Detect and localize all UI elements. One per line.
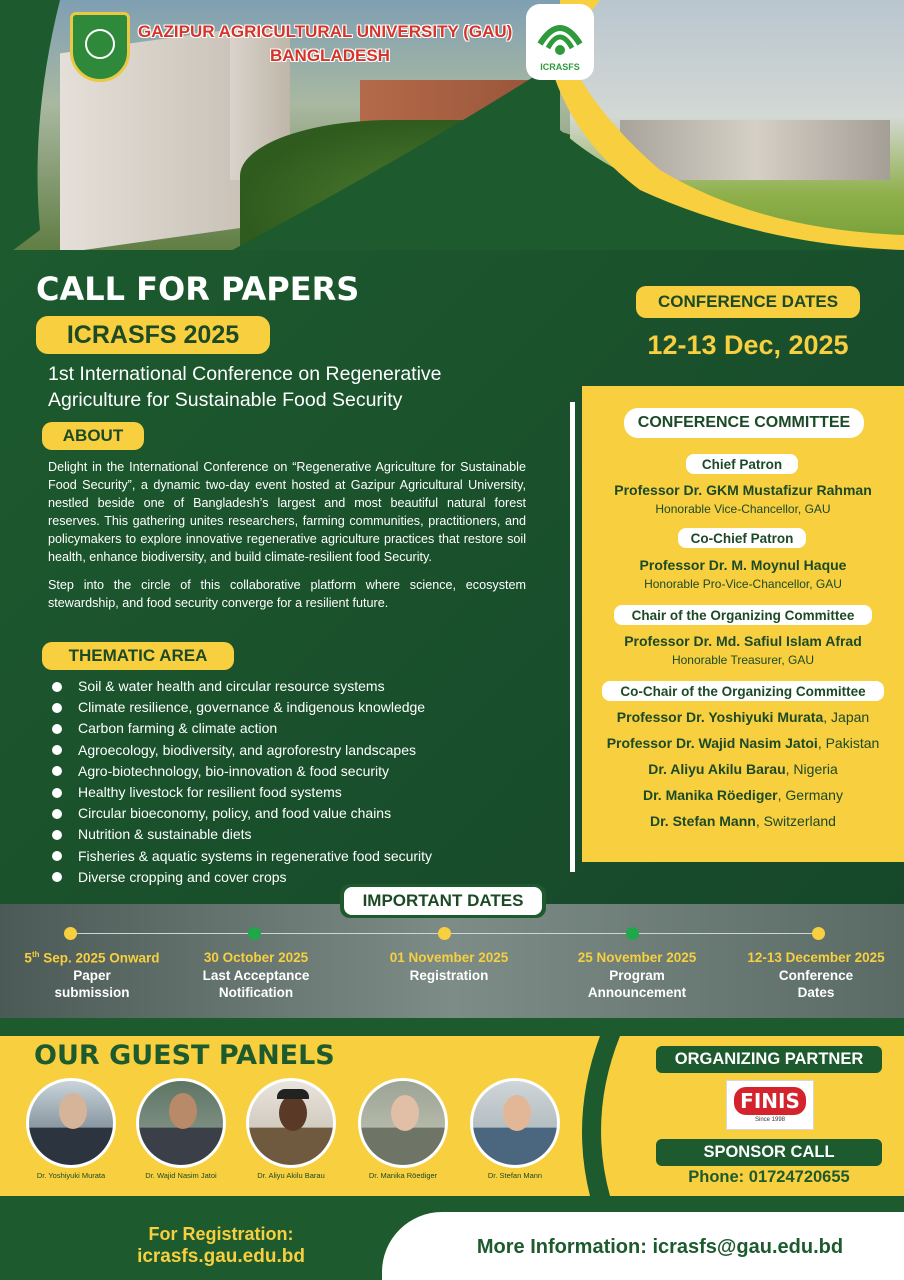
date-label-line1: Program bbox=[609, 968, 665, 983]
guest-name: Dr. Yoshiyuki Murata bbox=[36, 1171, 106, 1180]
cochair-label: Co-Chair of the Organizing Committee bbox=[602, 681, 884, 701]
icrasfs-logo bbox=[526, 4, 594, 80]
cochair-name: Professor Dr. Wajid Nasim Jatoi bbox=[606, 735, 818, 751]
chief-patron-name: Professor Dr. GKM Mustafizur Rahman bbox=[614, 482, 872, 498]
cochair-country: , Japan bbox=[823, 709, 870, 725]
timeline-dot bbox=[438, 927, 451, 940]
date-label-line1: Conference bbox=[778, 968, 854, 983]
guest-avatar-1 bbox=[26, 1078, 116, 1168]
committee-heading: CONFERENCE COMMITTEE bbox=[624, 408, 864, 438]
leaf-icon bbox=[526, 4, 594, 60]
cochair-country: , Nigeria bbox=[785, 761, 838, 777]
date-label-line2: Dates bbox=[797, 985, 835, 1000]
co-chief-patron-title: Honorable Pro-Vice-Chancellor, GAU bbox=[644, 577, 842, 591]
sponsor-call-label: SPONSOR CALL bbox=[656, 1139, 882, 1166]
acronym-badge: ICRASFS 2025 bbox=[36, 316, 270, 354]
date-label-line2: submission bbox=[54, 985, 130, 1000]
guest-heading: OUR GUEST PANELS bbox=[34, 1040, 335, 1071]
date-1-label bbox=[7, 967, 177, 1001]
theme-label: Soil & water health and circular resource systems bbox=[78, 678, 385, 694]
chair-title: Honorable Treasurer, GAU bbox=[671, 653, 815, 667]
date-5: 12-13 December 2025 bbox=[747, 950, 885, 965]
theme-label: Diverse cropping and cover crops bbox=[78, 868, 287, 885]
finis-logo-text: FINIS bbox=[734, 1087, 806, 1115]
cochair-name: Dr. Aliyu Akilu Barau bbox=[648, 761, 786, 777]
date-label-line1: Registration bbox=[409, 968, 489, 983]
date-1-rest: Sep. 2025 Onward bbox=[39, 950, 160, 966]
theme-label: Agro-biotechnology, bio-innovation & food security bbox=[78, 762, 390, 779]
theme-item bbox=[52, 761, 552, 782]
call-title: CALL FOR PAPERS bbox=[36, 270, 360, 308]
finis-logo bbox=[726, 1080, 814, 1130]
theme-item bbox=[52, 697, 552, 718]
subtitle-line2: Agriculture for Sustainable Food Security bbox=[48, 389, 403, 411]
chief-patron-title: Honorable Vice-Chancellor, GAU bbox=[655, 502, 831, 516]
cochair-name: Professor Dr. Yoshiyuki Murata bbox=[616, 709, 824, 725]
date-1-day: 5 bbox=[24, 950, 32, 966]
date-label-line2: Announcement bbox=[587, 985, 687, 1000]
theme-label: Circular bioeconomy, policy, and food value chains bbox=[78, 805, 392, 822]
about-heading: ABOUT bbox=[42, 422, 144, 450]
cochair-name: Dr. Stefan Mann bbox=[650, 813, 756, 829]
timeline-dot bbox=[248, 927, 261, 940]
guest-avatar-2 bbox=[136, 1078, 226, 1168]
thematic-heading: THEMATIC AREA bbox=[42, 642, 234, 670]
theme-item bbox=[52, 824, 552, 845]
theme-label: Climate resilience, governance & indigenous knowledge bbox=[78, 699, 426, 716]
date-1-suffix: th bbox=[31, 950, 40, 959]
theme-label: Carbon farming & climate action bbox=[78, 720, 278, 737]
guest-avatar-4 bbox=[358, 1078, 448, 1168]
guest-name: Dr. Wajid Nasim Jatoi bbox=[145, 1171, 217, 1180]
theme-item bbox=[52, 803, 552, 824]
cochair-row bbox=[582, 761, 904, 777]
date-4: 25 November 2025 bbox=[577, 950, 697, 965]
timeline-dot bbox=[64, 927, 77, 940]
separator-strip bbox=[0, 1018, 904, 1036]
conference-dates-value: 12-13 Dec, 2025 bbox=[647, 330, 849, 360]
bullet-icon bbox=[52, 682, 62, 692]
guest-name: Dr. Manika Röediger bbox=[368, 1171, 438, 1180]
finis-logo-since: Since 1998 bbox=[754, 1117, 786, 1123]
theme-item bbox=[52, 740, 552, 761]
conference-dates-label: CONFERENCE DATES bbox=[636, 286, 860, 318]
theme-label: Fisheries & aquatic systems in regenerative food security bbox=[78, 847, 433, 864]
chair-label: Chair of the Organizing Committee bbox=[614, 605, 872, 625]
bullet-icon bbox=[52, 766, 62, 776]
theme-label: Healthy livestock for resilient food systems bbox=[78, 784, 342, 801]
sponsor-phone: Phone: 01724720655 bbox=[688, 1168, 850, 1186]
cochair-row bbox=[582, 813, 904, 829]
cochair-country: , Pakistan bbox=[817, 735, 880, 751]
date-3: 01 November 2025 bbox=[389, 950, 509, 965]
cochair-row bbox=[582, 735, 904, 751]
theme-item bbox=[52, 676, 552, 697]
theme-item bbox=[52, 782, 552, 803]
date-2: 30 October 2025 bbox=[203, 950, 309, 965]
bullet-icon bbox=[52, 830, 62, 840]
guest-avatar-3 bbox=[246, 1078, 336, 1168]
registration-label: For Registration: bbox=[148, 1224, 294, 1244]
guest-name: Dr. Stefan Mann bbox=[487, 1171, 543, 1180]
guest-avatar-5 bbox=[470, 1078, 560, 1168]
thematic-list bbox=[52, 676, 552, 888]
theme-item bbox=[52, 718, 552, 739]
timeline-dot bbox=[626, 927, 639, 940]
bullet-icon bbox=[52, 788, 62, 798]
date-label-line2: Notification bbox=[218, 985, 294, 1000]
university-country: BANGLADESH bbox=[270, 46, 390, 65]
organizing-partner-label: ORGANIZING PARTNER bbox=[656, 1046, 882, 1073]
date-3-label bbox=[364, 967, 534, 984]
about-paragraph-2: Step into the circle of this collaborative platform where science, ecosystem stewardship, and food security converge for a resilient future. bbox=[48, 578, 526, 610]
bullet-icon bbox=[52, 745, 62, 755]
footer-strip bbox=[0, 1196, 904, 1212]
date-label-line1: Paper bbox=[73, 968, 111, 983]
bullet-icon bbox=[52, 851, 62, 861]
bullet-icon bbox=[52, 724, 62, 734]
subtitle-line1: 1st International Conference on Regenerative bbox=[48, 363, 442, 385]
date-label-line1: Last Acceptance bbox=[202, 968, 310, 983]
date-4-label bbox=[552, 967, 722, 1001]
committee-panel bbox=[582, 386, 904, 862]
important-dates-band bbox=[0, 904, 904, 1018]
bullet-icon bbox=[52, 872, 62, 882]
more-info-email[interactable]: More Information: icrasfs@gau.edu.bd bbox=[476, 1236, 844, 1258]
chief-patron-label: Chief Patron bbox=[686, 454, 798, 474]
committee-divider bbox=[570, 402, 575, 872]
bullet-icon bbox=[52, 703, 62, 713]
timeline-dot bbox=[812, 927, 825, 940]
date-1 bbox=[7, 950, 177, 966]
co-chief-patron-label: Co-Chief Patron bbox=[678, 528, 806, 548]
university-name: GAZIPUR AGRICULTURAL UNIVERSITY (GAU) bbox=[138, 22, 513, 41]
about-paragraph-1: Delight in the International Conference on “Regenerative Agriculture for Sustainable Food Security”, a dynamic two-day event hosted at Gazipur Agricultural University, nestled beside one of Bangladesh’s largest and most beautiful natural forest reserves. This gathering unites researchers, farming communities, practitioners, and policymakers to explore innovative regenerative agriculture practices that restore soil health, enhance biodiversity, and build climate-resilient food Security. bbox=[48, 460, 526, 564]
about-text bbox=[48, 458, 526, 612]
cochair-country: , Switzerland bbox=[755, 813, 836, 829]
chair-name: Professor Dr. Md. Safiul Islam Afrad bbox=[624, 633, 862, 649]
date-5-label bbox=[731, 967, 901, 1001]
bullet-icon bbox=[52, 809, 62, 819]
gau-logo bbox=[70, 12, 130, 82]
cochair-row bbox=[582, 709, 904, 725]
guest-name: Dr. Aliyu Akilu Barau bbox=[257, 1171, 325, 1180]
cochair-row bbox=[582, 787, 904, 803]
co-chief-patron-name: Professor Dr. M. Moynul Haque bbox=[639, 557, 847, 573]
date-2-label bbox=[171, 967, 341, 1001]
header-photo bbox=[0, 0, 904, 260]
theme-label: Nutrition & sustainable diets bbox=[78, 826, 252, 843]
registration-url[interactable]: icrasfs.gau.edu.bd bbox=[137, 1246, 305, 1267]
cochair-name: Dr. Manika Röediger bbox=[643, 787, 778, 803]
icrasfs-logo-text: ICRASFS bbox=[540, 62, 580, 72]
theme-item bbox=[52, 846, 552, 867]
theme-label: Agroecology, biodiversity, and agroforestry landscapes bbox=[78, 741, 416, 758]
cochair-country: , Germany bbox=[777, 787, 843, 803]
important-dates-heading: IMPORTANT DATES bbox=[344, 887, 542, 915]
